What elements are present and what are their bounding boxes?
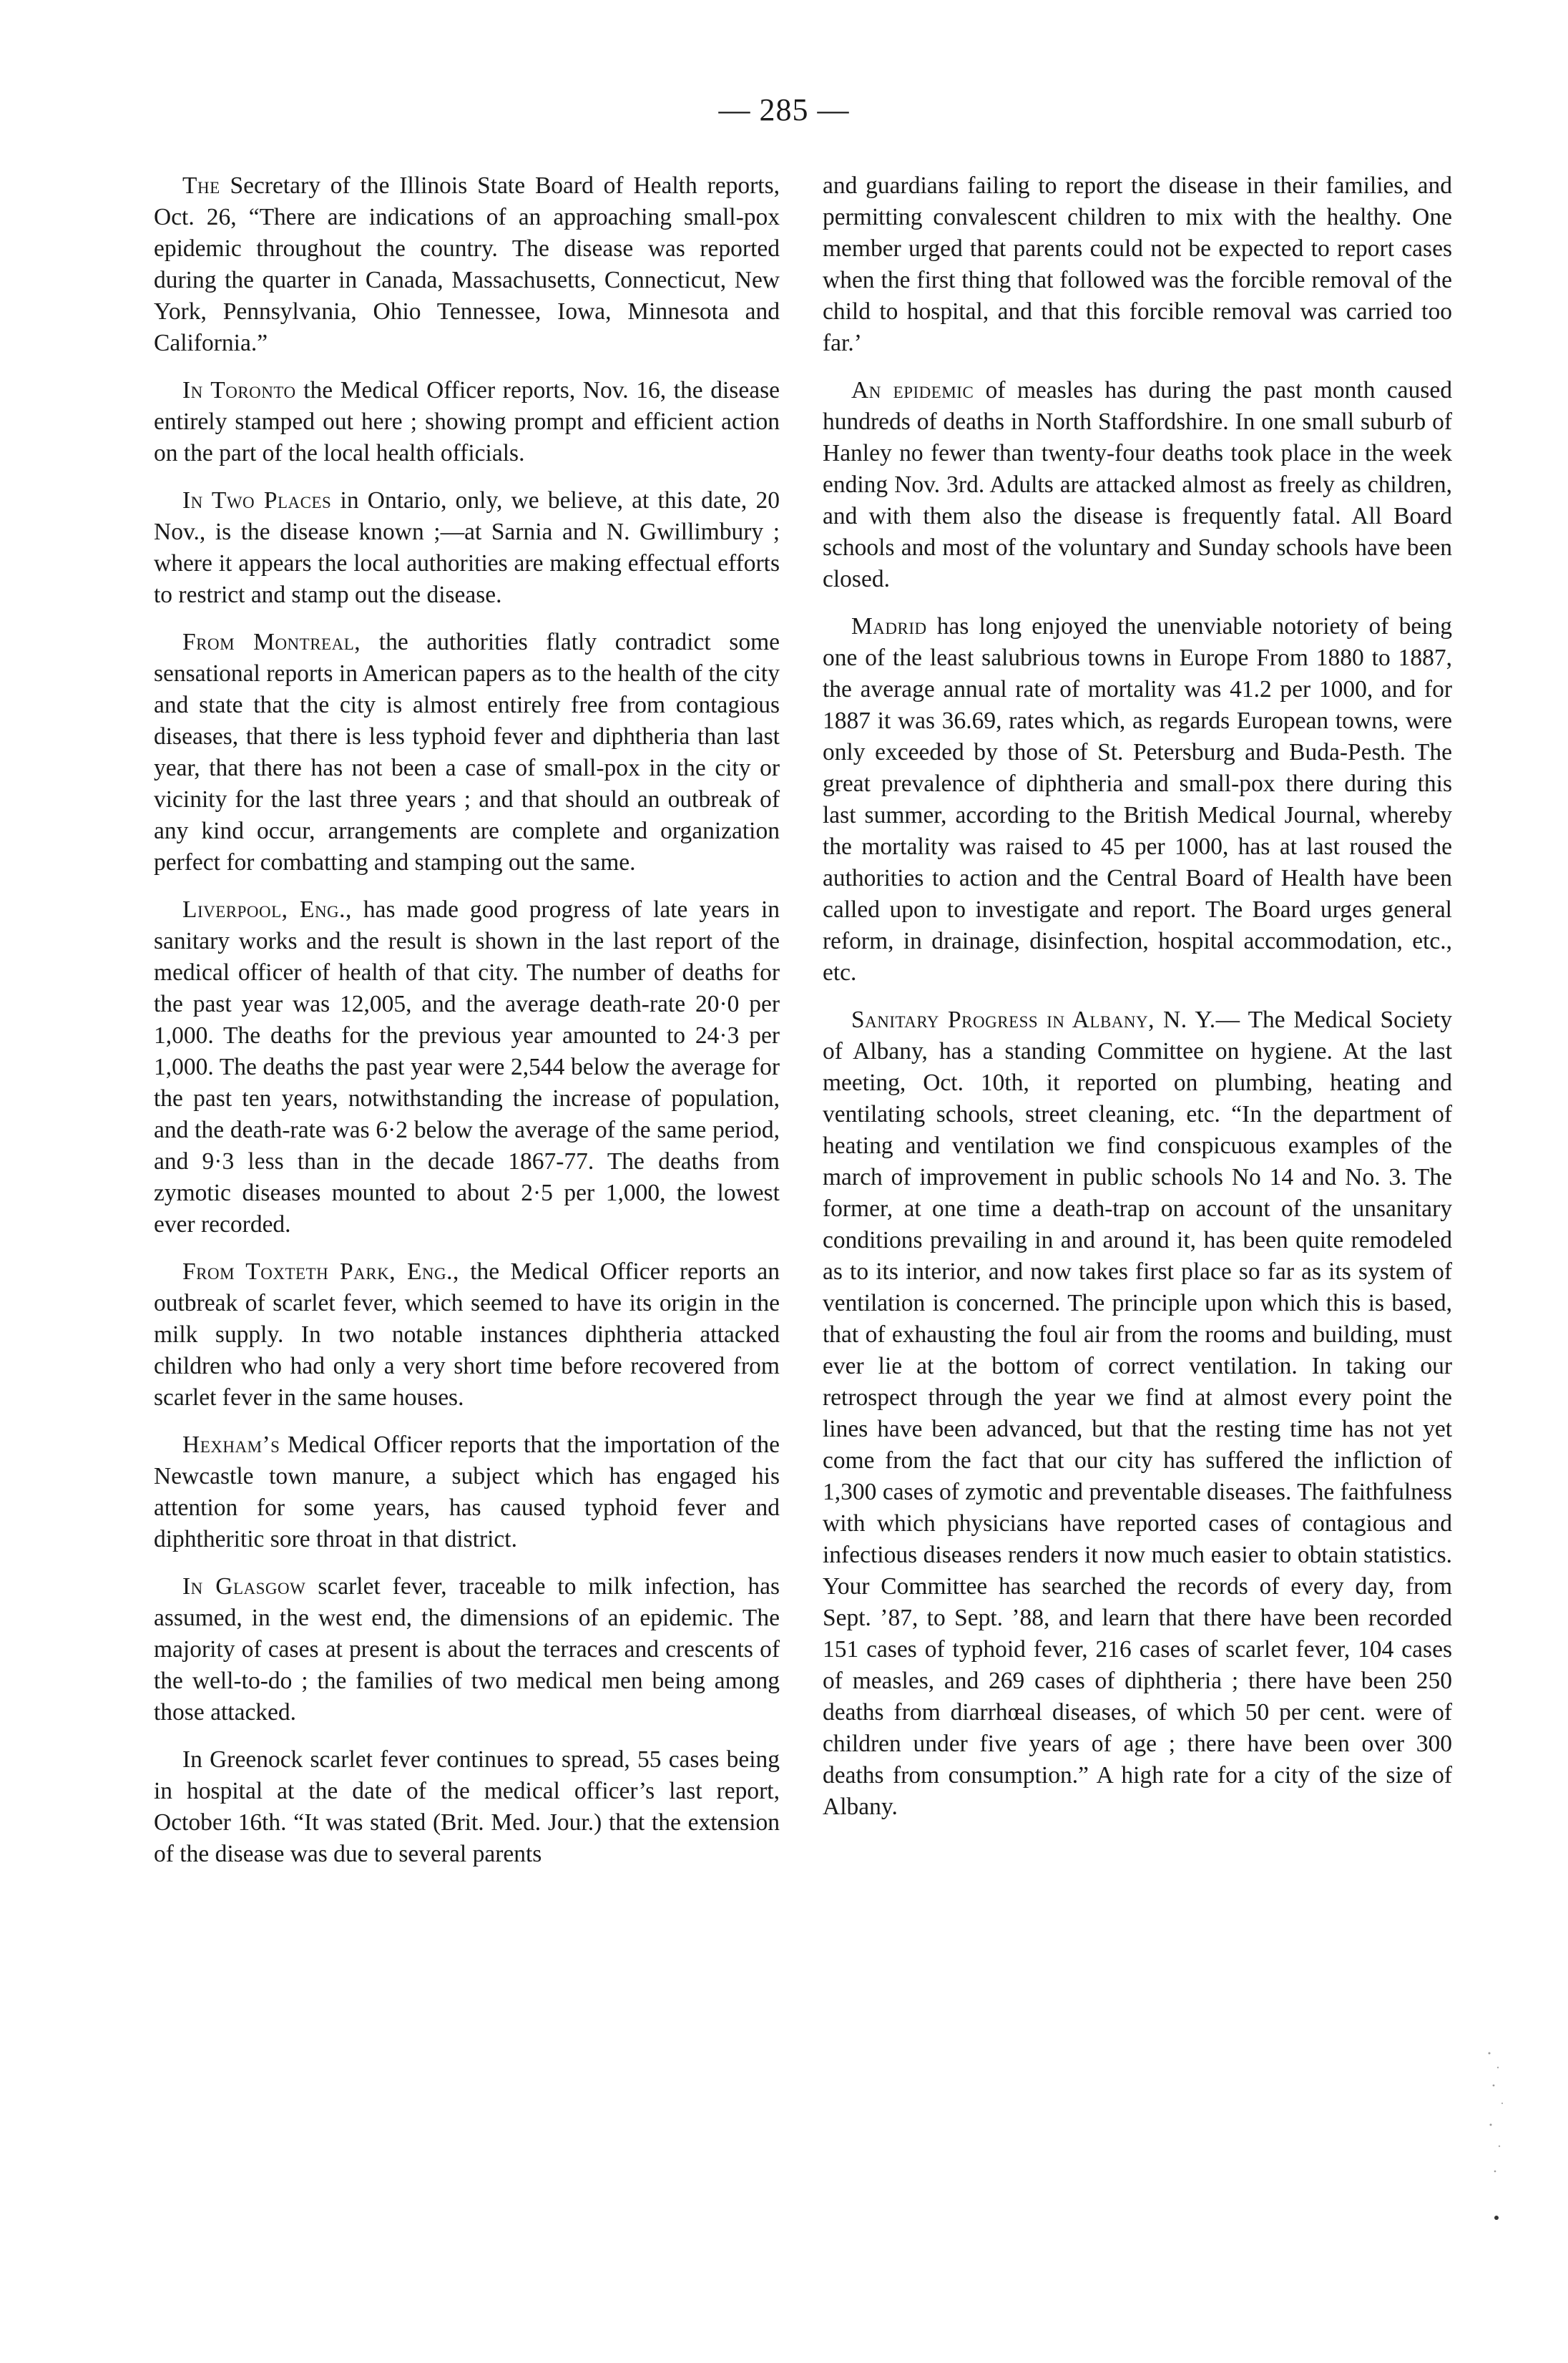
page-number: — 285 — (718, 92, 850, 127)
paragraph-lead: From Montreal, (182, 629, 361, 655)
paragraph-text: the Medical Officer reports, Nov. 16, the disease entirely stamped out here ; showing prompt and efficient action on the part of the local health officials. (154, 377, 780, 466)
paragraph-albany (823, 1004, 1452, 1823)
paragraph-text: of measles has during the past month caused hundreds of deaths in North Staffordshire. In one small suburb of Hanley no fewer than twenty-four deaths took place in the week ending Nov. 3rd. Adults are attacked almost as freely as children, and with them also the disease is frequently fatal. All Board schools and most of the voluntary and Sunday schools have been closed. (823, 377, 1453, 592)
paragraph-text: Secretary of the Illinois State Board of Health reports, Oct. 26, “There are indications of an approaching small-pox epidemic throughout the country. The disease was reported during the quarter in Canada, Massachusetts, Connecticut, New York, Pennsylvania, Ohio Tennessee, Iowa, Minnesota and California.” (154, 172, 780, 356)
left-column (154, 170, 780, 1886)
right-column (823, 170, 1452, 1839)
paragraph-madrid (823, 611, 1452, 989)
paragraph-lead: In Two Places (182, 487, 332, 514)
paragraph-text: scarlet fever, traceable to milk infection, has assumed, in the west end, the dimensions of an epidemic. The majority of cases at present is about the terraces and crescents of the well-to-do ; the families of two medical men being among those attacked. (154, 1573, 780, 1726)
paragraph-lead: The (182, 172, 220, 199)
paragraph-two-places (154, 485, 780, 611)
paragraph-text: and guardians failing to report the disease in their families, and permitting convalescent children to mix with the healthy. One member urged that parents could not be expected to report cases when the first thing that followed was the forcible removal of the child to hospital, and that this forcible removal was carried too far.’ (823, 172, 1452, 356)
paragraph-lead: Liverpool, Eng., (182, 896, 352, 923)
paragraph-lead: From Toxteth Park, Eng., (182, 1258, 459, 1285)
paragraph-illinois (154, 170, 780, 359)
paragraph-toxteth-park (154, 1256, 780, 1414)
paragraph-greenock (154, 1744, 780, 1870)
paragraph-lead: In Glasgow (182, 1573, 306, 1600)
paragraph-liverpool (154, 894, 780, 1241)
paragraph-text: The Medical Society of Albany, has a standing Committee on hygiene. At the last meeting, Oct. 10th, it reported on plumbing, heating and ventilating schools, street cleaning, etc. “In the department of heating and ventilation we find conspicuous examples of the march of improvement in public schools No 14 and No. 3. The former, at one time a death-trap on account of the unsanitary conditions prevailing in and around it, has been quite remodeled as to its interior, and now takes first place so far as its system of ventilation is concerned. The principle upon which this is based, that of exhausting the foul air from the rooms and building, must ever lie at the bottom of correct ventilation. In taking our retrospect through the year we find at almost every point the lines have been advanced, but that the resting time has not yet come from the fact that our city has suffered the infliction of 1,300 cases of zymotic and preventable diseases. The faithfulness with which physicians have reported cases of contagious and infectious diseases renders it now much easier to obtain statistics. Your Committee has searched the records of every day, from Sept. ’87, to Sept. ’88, and learn that there have been recorded 151 cases of typhoid fever, 216 cases of scarlet fever, 104 cases of measles, and 269 cases of diphtheria ; there have been 250 deaths from diarrhœal diseases, of which 50 per cent. were of children under five years of age ; there have been over 300 deaths from consumption.” A high rate for a city of the size of Albany. (823, 1007, 1452, 1820)
margin-scan-marks (1475, 2046, 1518, 2232)
paragraph-text: has long enjoyed the unenviable notoriety of being one of the least salubrious towns in Europe From 1880 to 1887, the average annual rate of mortality was 41.2 per 1000, and for 1887 it was 36.69, rates which, as regards European towns, were only exceeded by those of St. Petersburg and Buda-Pesth. The great prevalence of diphtheria and small-pox there during this last summer, according to the British Medical Journal, whereby the mortality was raised to 45 per 1000, has at last roused the authorities to action and the Central Board of Health have been called upon to investigate and report. The Board urges general reform, in drainage, disinfection, hospital accommodation, etc., etc. (823, 613, 1452, 986)
paragraph-measles-epidemic (823, 375, 1452, 595)
paragraph-text: has made good progress of late years in sanitary works and the result is shown in the last report of the medical officer of health of that city. The number of deaths for the past year was 12,005, and the average death-rate 20·0 per 1,000. The deaths for the previous year amounted to 24·3 per 1,000. The deaths the past year were 2,544 below the average for the past ten years, notwithstanding the increase of population, and the death-rate was 6·2 below the average of the same period, and 9·3 less than in the decade 1867-77. The deaths from zymotic diseases mounted to about 2·5 per 1,000, the lowest ever recorded. (154, 896, 780, 1238)
paragraph-montreal (154, 627, 780, 879)
paragraph-lead: In Toronto (182, 377, 296, 403)
paragraph-greenock-continued (823, 170, 1452, 359)
paragraph-text: Medical Officer reports that the importation of the Newcastle town manure, a subject which has engaged his attention for some years, has caused typhoid fever and diphtheritic sore throat in that district. (154, 1432, 780, 1552)
paragraph-glasgow (154, 1571, 780, 1728)
paragraph-lead: Hexham’s (182, 1432, 280, 1458)
paragraph-text: the Medical Officer reports an outbreak of scarlet fever, which seemed to have its origin in the milk supply. In two notable instances diphtheria attacked children who had only a very short time before recovered from scarlet fever in the same houses. (154, 1258, 780, 1411)
paragraph-hexham (154, 1429, 780, 1555)
paragraph-lead: An epidemic (851, 377, 974, 403)
paragraph-lead: Sanitary Progress in Albany, N. Y.— (851, 1007, 1240, 1033)
paragraph-lead: Madrid (851, 613, 927, 640)
paragraph-toronto (154, 375, 780, 469)
paragraph-text: the authorities flatly contradict some sensational reports in American papers as to the health of the city and state that the city is almost entirely free from contagious diseases, that there is less typhoid fever and diphtheria than last year, that there has not been a case of small-pox in the city or vicinity for the last three years ; and that should an outbreak of any kind occur, arrangements are complete and organization perfect for combatting and stamping out the same. (154, 629, 780, 876)
scan-speckle-graphic (1475, 2046, 1518, 2232)
paragraph-text: in Ontario, only, we believe, at this date, 20 Nov., is the disease known ;—at Sarnia and N. Gwillimbury ; where it appears the local authorities are making effectual efforts to restrict and stamp out the disease. (154, 487, 780, 608)
paragraph-text: In Greenock scarlet fever continues to spread, 55 cases being in hospital at the date of the medical officer’s last report, October 16th. “It was stated (Brit. Med. Jour.) that the extension of the disease was due to several parents (154, 1746, 780, 1867)
